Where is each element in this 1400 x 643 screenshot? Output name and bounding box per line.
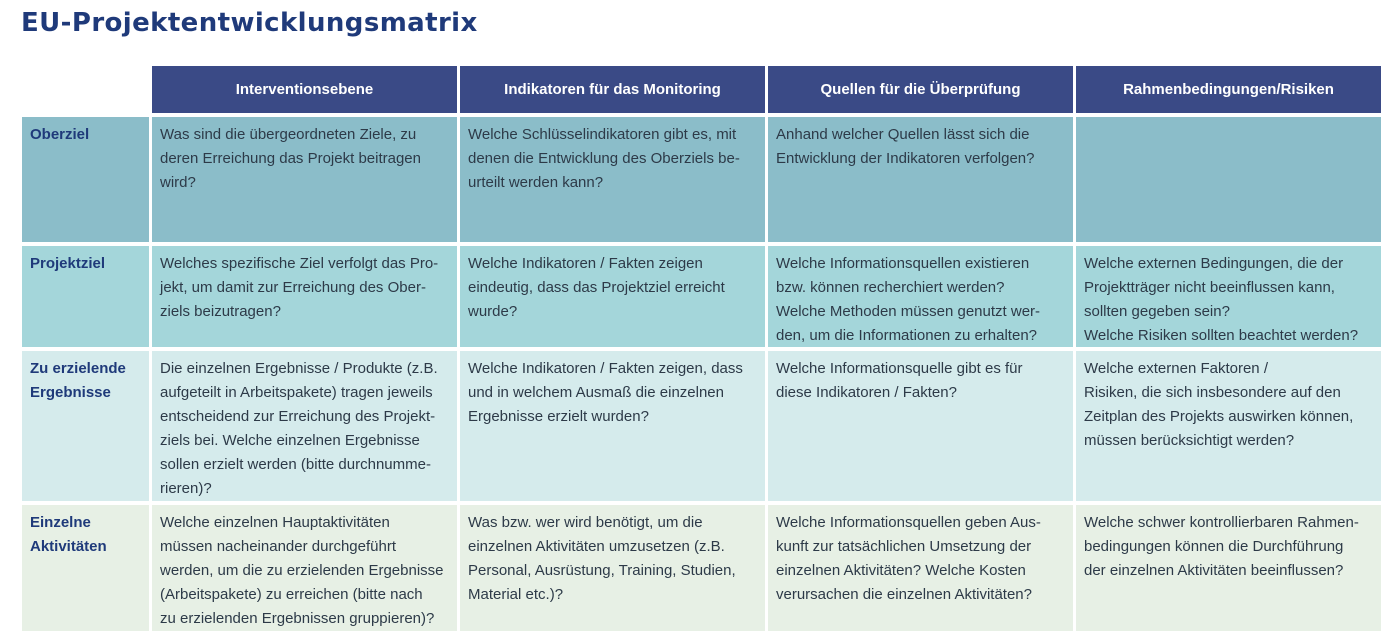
cell-line: bzw. können recherchiert werden? [776,279,1005,296]
table-cell [768,505,1073,631]
cell-line: aufgeteilt in Arbeitspakete) tragen jeweils [160,384,433,401]
table-cell [1076,351,1381,501]
cell-line: Welche Methoden müssen genutzt wer- [776,303,1041,320]
table-cell [768,351,1073,501]
row-header [22,351,149,501]
cell-line: Material etc.)? [468,586,564,603]
column-header: Quellen für die Überprüfung [768,66,1073,113]
cell-line: Welche Indikatoren / Fakten zeigen [468,255,703,272]
cell-line: Welche Informationsquelle gibt es für [776,360,1023,377]
column-header: Rahmenbedingungen/Risiken [1076,66,1381,113]
cell-line: Zu erzielende [30,360,126,377]
cell-line: Projektträger nicht beeinflussen kann, [1084,279,1335,296]
cell-line: Was bzw. wer wird benötigt, um die [468,514,703,531]
cell-line: und in welchem Ausmaß die einzelnen [468,384,724,401]
cell-line: der einzelnen Aktivitäten beeinflussen? [1084,562,1344,579]
cell-line: Oberziel [30,126,90,143]
cell-line: müssen nacheinander durchgeführt [160,538,396,555]
cell-line: sollen erzielt werden (bitte durchnumme- [160,456,431,473]
cell-line: Welche externen Bedingungen, die der [1084,255,1344,272]
row-header [22,246,149,347]
cell-line: Welche Indikatoren / Fakten zeigen, dass [468,360,743,377]
cell-line: Welche Informationsquellen geben Aus- [776,514,1041,531]
cell-line: wird? [160,174,196,191]
table-cell [152,117,457,242]
cell-line: Was sind die übergeordneten Ziele, zu [160,126,417,143]
cell-line: Welche einzelnen Hauptaktivitäten [160,514,390,531]
cell-line: einzelnen Aktivitäten umzusetzen (z.B. [468,538,725,555]
table-cell [152,505,457,631]
cell-line: den, um die Informationen zu erhalten? [776,327,1037,344]
cell-line: Zeitplan des Projekts auswirken können, [1084,408,1354,425]
cell-line: Projektziel [30,255,106,272]
cell-line: Welches spezifische Ziel verfolgt das Pro- [160,255,439,272]
cell-line: Personal, Ausrüstung, Training, Studien, [468,562,736,579]
cell-line: ziels bei. Welche einzelnen Ergebnisse [160,432,420,449]
cell-line: müssen berücksichtigt werden? [1084,432,1295,449]
cell-line: Die einzelnen Ergebnisse / Produkte (z.B. [160,360,438,377]
project-matrix-table [22,66,1381,631]
row-header [22,117,149,242]
cell-line: kunft zur tatsächlichen Umsetzung der [776,538,1032,555]
page-title: EU-Projektentwicklungsmatrix [21,8,478,38]
table-cell [1076,505,1381,631]
cell-line: Welche schwer kontrollierbaren Rahmen- [1084,514,1359,531]
cell-line: Ergebnisse erzielt wurden? [468,408,649,425]
cell-line: Welche Informationsquellen existieren [776,255,1030,272]
table-cell [1076,117,1381,242]
cell-line: ziels beizutragen? [160,303,281,320]
cell-line: zu erzielenden Ergebnissen gruppieren)? [160,610,435,627]
table-cell [152,246,457,347]
table-cell [152,351,457,501]
cell-line: jekt, um damit zur Erreichung des Ober- [160,279,426,296]
cell-line: Aktivitäten [30,538,107,555]
cell-line: Anhand welcher Quellen lässt sich die [776,126,1030,143]
cell-line: (Arbeitspakete) zu erreichen (bitte nach [160,586,423,603]
cell-line: Einzelne [30,514,91,531]
cell-line: Ergebnisse [30,384,111,401]
cell-line: verursachen die einzelnen Aktivitäten? [776,586,1032,603]
cell-line: urteilt werden kann? [468,174,604,191]
cell-line: entscheidend zur Erreichung des Projekt- [160,408,436,425]
cell-line: Entwicklung der Indikatoren verfolgen? [776,150,1035,167]
cell-line: diese Indikatoren / Fakten? [776,384,957,401]
cell-line: werden, um die zu erzielenden Ergebnisse [160,562,444,579]
cell-line: eindeutig, dass das Projektziel erreicht [468,279,725,296]
cell-line: Welche Schlüsselindikatoren gibt es, mit [468,126,737,143]
table-cell [768,117,1073,242]
table-corner [22,66,149,113]
table-cell [1076,246,1381,347]
cell-line: Welche externen Faktoren / [1084,360,1268,377]
cell-line: deren Erreichung das Projekt beitragen [160,150,421,167]
cell-line: bedingungen können die Durchführung [1084,538,1344,555]
table-cell [460,351,765,501]
row-header [22,505,149,631]
cell-line: Welche Risiken sollten beachtet werden? [1084,327,1359,344]
table-cell [460,505,765,631]
column-header: Indikatoren für das Monitoring [460,66,765,113]
column-header: Interventionsebene [152,66,457,113]
table-cell [460,117,765,242]
cell-line: denen die Entwicklung des Oberziels be- [468,150,740,167]
cell-line: sollten gegeben sein? [1084,303,1230,320]
cell-line: wurde? [468,303,518,320]
cell-line: einzelnen Aktivitäten? Welche Kosten [776,562,1026,579]
table-cell [460,246,765,347]
cell-line: Risiken, die sich insbesondere auf den [1084,384,1341,401]
cell-line: rieren)? [160,480,212,497]
table-cell [768,246,1073,347]
